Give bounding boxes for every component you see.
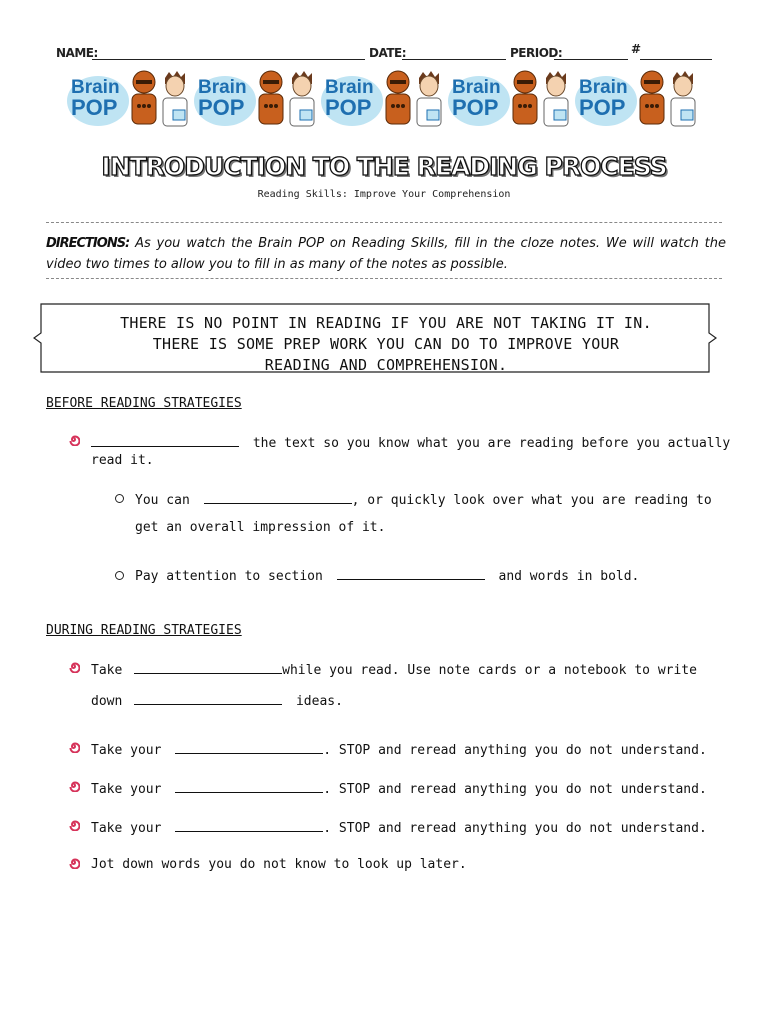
name-label: NAME: (56, 46, 98, 60)
logo-word-pop: POP (71, 95, 118, 120)
during-item-4-pre: Take your (91, 821, 162, 836)
during-item-4 (91, 819, 707, 836)
during-item-4-text: . STOP and reread anything you do not understand. (323, 821, 707, 836)
during-item-2-text: . STOP and reread anything you do not understand. (323, 743, 707, 758)
moby-robot-icon (254, 70, 288, 128)
during-item-1-line2-text: ideas. (295, 694, 343, 709)
callout-text (56, 313, 716, 376)
swirl-bullet-icon (67, 856, 80, 869)
brainpop-logo-tile (321, 68, 448, 130)
blank-field[interactable] (175, 741, 323, 754)
swirl-bullet-icon (67, 779, 80, 792)
brainpop-logo-tile (575, 68, 702, 130)
swirl-bullet-icon (67, 818, 80, 831)
name-field[interactable] (92, 59, 365, 60)
logo-word-pop: POP (452, 95, 499, 120)
before-item-1-text: the text so you know what you are reading before you actually (252, 436, 731, 451)
logo-word-pop: POP (325, 95, 372, 120)
during-item-1 (91, 661, 697, 678)
swirl-bullet-icon (67, 740, 80, 753)
logo-word-pop: POP (579, 95, 626, 120)
before-subitem-2 (135, 567, 639, 584)
during-item-1-line2-pre: down (91, 694, 123, 709)
blank-field[interactable] (175, 780, 323, 793)
logo-word-pop: POP (198, 95, 245, 120)
tim-character-icon (157, 70, 193, 128)
page-subtitle: Reading Skills: Improve Your Comprehension (257, 189, 511, 200)
logo-word-brain: Brain (325, 77, 374, 98)
tim-character-icon (538, 70, 574, 128)
callout-line: THERE IS NO POINT IN READING IF YOU ARE NOT TAKING IT IN. (120, 314, 652, 332)
circle-bullet-icon (115, 494, 124, 503)
before-subitem-2-text: and words in bold. (498, 569, 640, 584)
divider (46, 222, 722, 223)
directions-label: DIRECTIONS: (46, 236, 130, 251)
before-subitem-1-pre: You can (135, 493, 190, 508)
directions-text: As you watch the Brain POP on Reading Skills, fill in the cloze notes. We will watch the video two times to allow you to fill in as many of the notes as possible. (46, 236, 726, 272)
period-field[interactable] (554, 59, 628, 60)
during-item-3-pre: Take your (91, 782, 162, 797)
blank-field[interactable] (134, 692, 282, 705)
date-label: DATE: (369, 46, 406, 60)
number-label: # (631, 42, 641, 56)
swirl-bullet-icon (67, 660, 80, 673)
directions-paragraph (46, 233, 726, 275)
page-title: INTRODUCTION TO THE READING PROCESS (101, 152, 667, 181)
before-item-1 (91, 434, 730, 451)
moby-robot-icon (508, 70, 542, 128)
before-item-1-line2: read it. (91, 453, 154, 468)
logo-word-brain: Brain (452, 77, 501, 98)
swirl-bullet-icon (67, 433, 80, 446)
blank-field[interactable] (91, 434, 239, 447)
divider (46, 278, 722, 279)
before-subitem-1-line2: get an overall impression of it. (135, 520, 386, 535)
tim-character-icon (284, 70, 320, 128)
callout-line: READING AND COMPREHENSION. (264, 356, 508, 374)
circle-bullet-icon (115, 571, 124, 580)
brainpop-banner (67, 68, 702, 130)
during-item-1-pre: Take (91, 663, 123, 678)
brainpop-logo-tile (448, 68, 575, 130)
tim-character-icon (411, 70, 447, 128)
period-label: PERIOD: (510, 46, 563, 60)
during-reading-heading: DURING READING STRATEGIES (46, 623, 242, 638)
during-item-5: Jot down words you do not know to look up later. (91, 857, 467, 872)
before-subitem-1 (135, 491, 712, 508)
blank-field[interactable] (337, 567, 485, 580)
before-subitem-1-text: , or quickly look over what you are reading to (351, 493, 712, 508)
moby-robot-icon (635, 70, 669, 128)
before-subitem-2-pre: Pay attention to section (135, 569, 323, 584)
during-item-1-text: while you read. Use note cards or a notebook to write (282, 663, 697, 678)
callout-line: THERE IS SOME PREP WORK YOU CAN DO TO IMPROVE YOUR (152, 335, 620, 353)
moby-robot-icon (127, 70, 161, 128)
blank-field[interactable] (175, 819, 323, 832)
during-item-1-line2 (91, 692, 343, 709)
during-item-3-text: . STOP and reread anything you do not understand. (323, 782, 707, 797)
blank-field[interactable] (134, 661, 282, 674)
during-item-2 (91, 741, 707, 758)
blank-field[interactable] (204, 491, 352, 504)
during-item-2-pre: Take your (91, 743, 162, 758)
during-item-3 (91, 780, 707, 797)
tim-character-icon (665, 70, 701, 128)
before-reading-heading: BEFORE READING STRATEGIES (46, 396, 242, 411)
number-field[interactable] (640, 59, 712, 60)
brainpop-logo-tile (67, 68, 194, 130)
date-field[interactable] (402, 59, 506, 60)
moby-robot-icon (381, 70, 415, 128)
logo-word-brain: Brain (198, 77, 247, 98)
logo-word-brain: Brain (579, 77, 628, 98)
brainpop-logo-tile (194, 68, 321, 130)
logo-word-brain: Brain (71, 77, 120, 98)
